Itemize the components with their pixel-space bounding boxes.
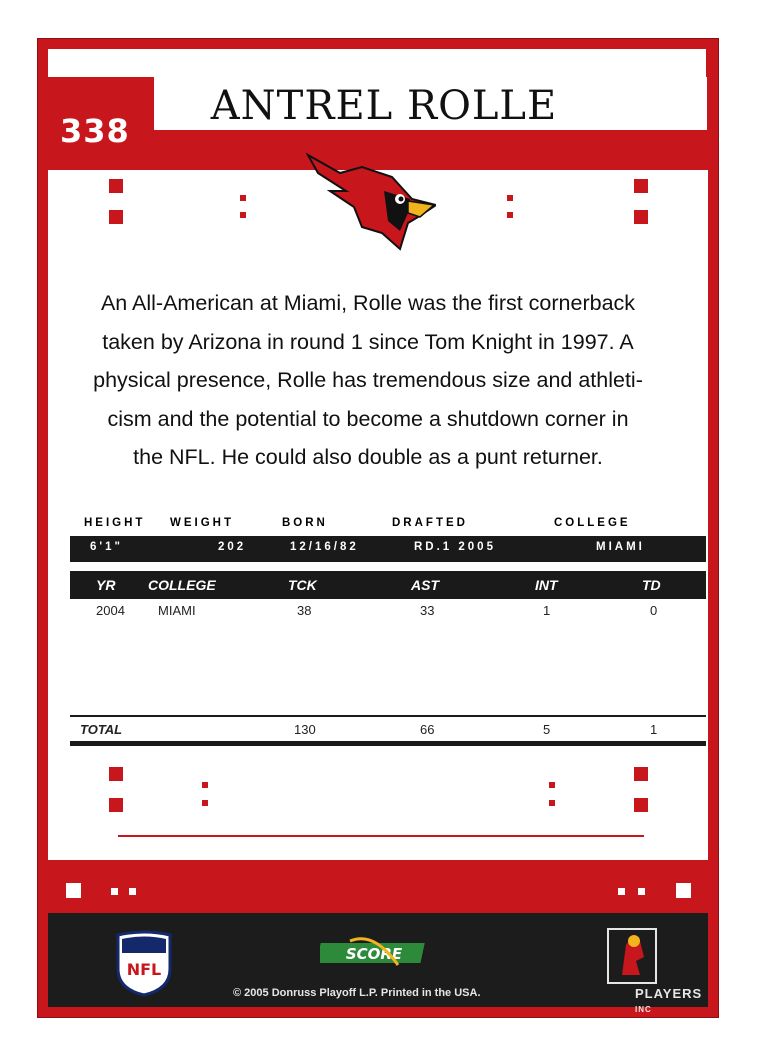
cardinal-head-icon xyxy=(300,151,436,251)
decor-dot xyxy=(202,782,208,788)
vitals-values xyxy=(70,536,706,562)
total-divider xyxy=(70,715,706,717)
nfl-shield-icon xyxy=(114,929,174,997)
bio-line: the NFL. He could also double as a punt returner. xyxy=(133,445,603,469)
cell-int: 1 xyxy=(543,603,551,618)
content-panel xyxy=(48,170,708,860)
players-label xyxy=(635,986,718,1016)
vital-label-weight: WEIGHT xyxy=(170,517,234,529)
decor-square xyxy=(676,883,691,898)
decor-square xyxy=(109,767,123,781)
col-ast: AST xyxy=(411,577,439,593)
score-logo-icon xyxy=(320,937,428,967)
vital-drafted: RD.1 2005 xyxy=(414,541,496,553)
decor-dot xyxy=(240,212,246,218)
cell-college: MIAMI xyxy=(158,603,196,618)
brand-label: SCORE xyxy=(345,945,403,963)
decor-dot xyxy=(549,800,555,806)
total-int: 5 xyxy=(543,722,551,737)
total-row xyxy=(70,722,706,742)
decor-square xyxy=(634,767,648,781)
col-td: TD xyxy=(642,577,661,593)
total-ast: 66 xyxy=(420,722,435,737)
total-label: TOTAL xyxy=(80,722,123,737)
copyright-text: © 2005 Donruss Playoff L.P. Printed in the USA. xyxy=(233,987,481,999)
divider-line xyxy=(118,835,644,837)
bio-line: An All-American at Miami, Rolle was the first cornerback xyxy=(100,291,636,315)
col-yr: YR xyxy=(96,577,116,593)
decor-dot xyxy=(507,212,513,218)
decor-square xyxy=(109,179,123,193)
decor-square xyxy=(634,210,648,224)
table-row xyxy=(70,603,706,623)
cell-tck: 38 xyxy=(297,603,312,618)
bio-line: taken by Arizona in round 1 since Tom Knight in 1997. A xyxy=(102,329,634,354)
vital-label-drafted: DRAFTED xyxy=(392,517,468,529)
decor-dot xyxy=(111,888,118,895)
vital-height: 6'1" xyxy=(90,541,123,553)
cell-yr: 2004 xyxy=(96,603,125,618)
players-label-text: PLAYERS xyxy=(635,986,703,1001)
vital-label-born: BORN xyxy=(282,517,328,529)
decor-dot xyxy=(507,195,513,201)
decor-square xyxy=(66,883,81,898)
vital-born: 12/16/82 xyxy=(290,541,359,553)
vitals-labels xyxy=(80,517,690,533)
decor-dot xyxy=(202,800,208,806)
table-bottom-bar xyxy=(70,741,706,746)
svg-text:NFL: NFL xyxy=(126,960,162,979)
player-name: ANTREL ROLLE xyxy=(210,83,558,129)
decor-dot xyxy=(549,782,555,788)
col-tck: TCK xyxy=(288,577,317,593)
total-td: 1 xyxy=(650,722,658,737)
card-back xyxy=(37,38,719,1018)
players-inc-text: INC xyxy=(635,1005,652,1015)
col-college: COLLEGE xyxy=(148,577,216,593)
cell-ast: 33 xyxy=(420,603,435,618)
cell-td: 0 xyxy=(650,603,658,618)
decor-square xyxy=(109,798,123,812)
players-inc-logo-icon xyxy=(602,927,662,985)
decor-dot xyxy=(240,195,246,201)
decor-dot xyxy=(638,888,645,895)
decor-square xyxy=(634,179,648,193)
col-int: INT xyxy=(535,577,558,593)
vital-label-college: COLLEGE xyxy=(554,517,631,529)
vital-college: MIAMI xyxy=(596,541,645,553)
total-tck: 130 xyxy=(294,722,316,737)
decor-square xyxy=(109,210,123,224)
stats-header-row xyxy=(70,571,706,599)
vital-label-height: HEIGHT xyxy=(84,517,146,529)
decor-square xyxy=(634,798,648,812)
bio-line: physical presence, Rolle has tremendous size and athleti- xyxy=(93,368,643,392)
decor-dot xyxy=(129,888,136,895)
card-number: 338 xyxy=(60,112,130,150)
bio-line: cism and the potential to become a shutdown corner in xyxy=(107,406,629,431)
vital-weight: 202 xyxy=(218,541,247,553)
player-bio xyxy=(68,284,668,477)
top-bar xyxy=(48,49,706,77)
decor-dot xyxy=(618,888,625,895)
